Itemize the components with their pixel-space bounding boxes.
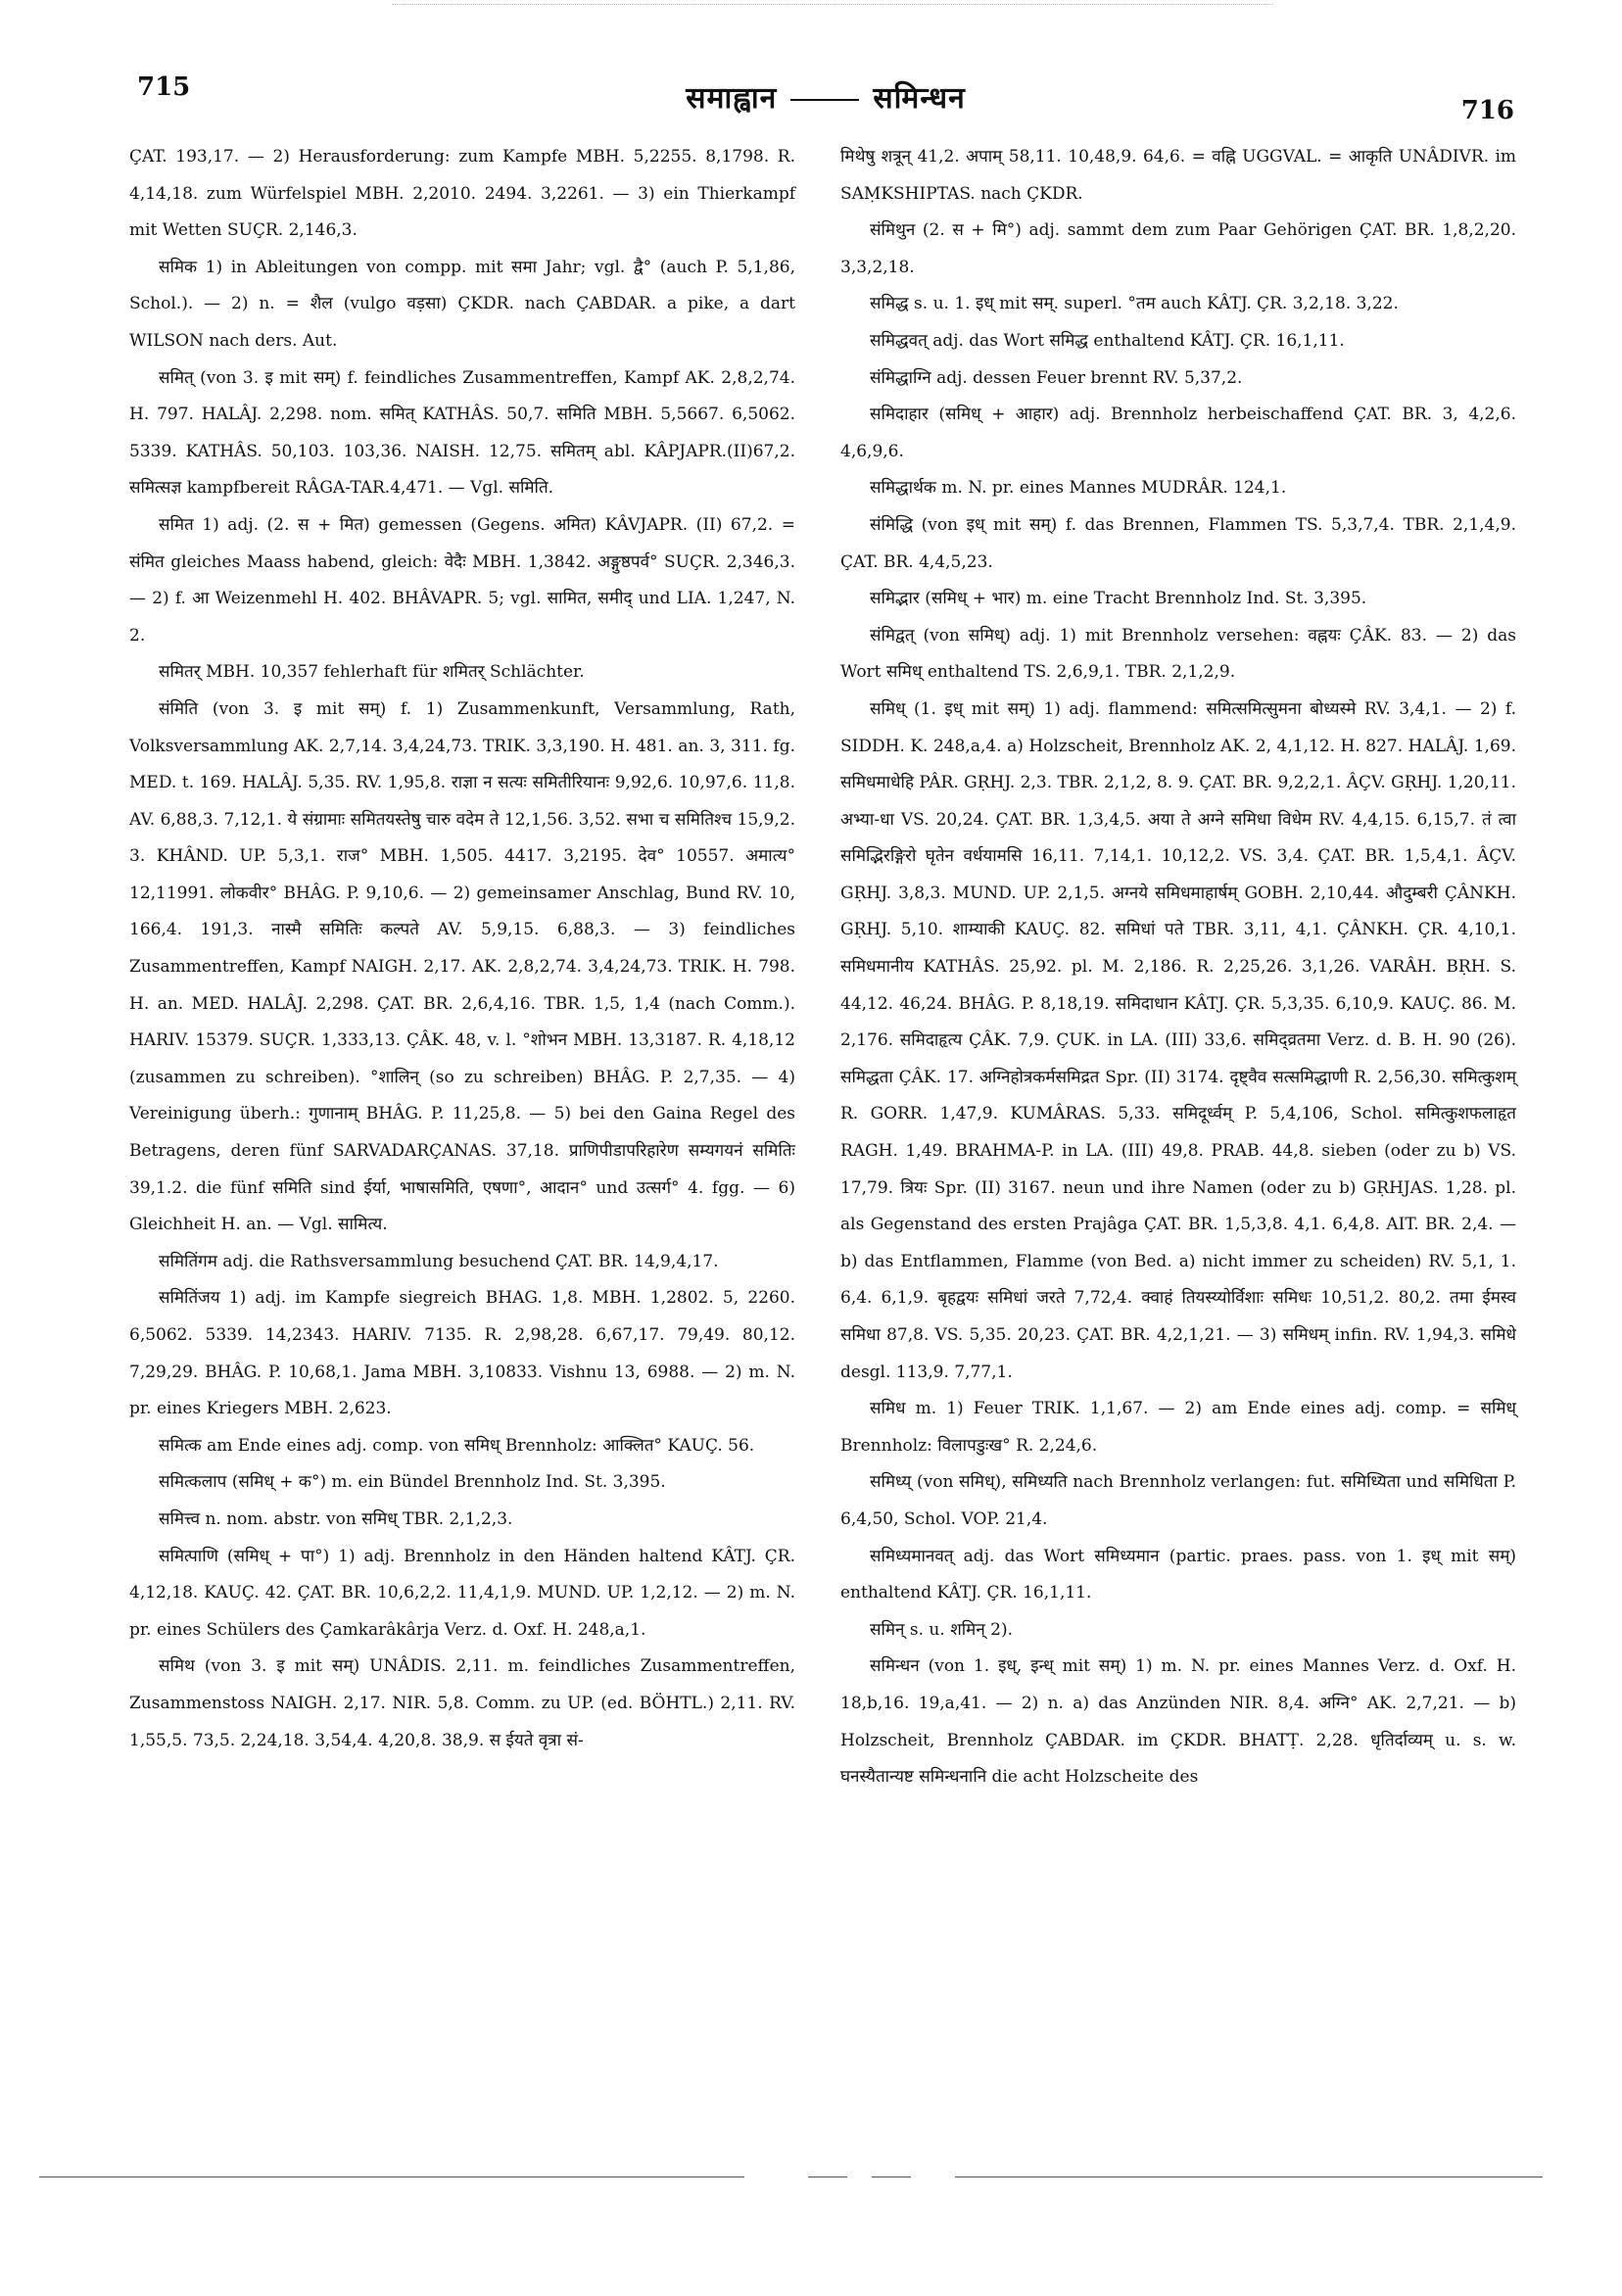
entry-paragraph: समिध्यमानवत् adj. das Wort समिध्यमान (partic. praes. pass. von 1. इध् mit सम्) enthaltend KÂTJ. ÇR. 16,1,11. [840, 1546, 1516, 1603]
entry-paragraph: संमिद्धाग्नि adj. dessen Feuer brennt RV. 5,37,2. [870, 367, 1243, 388]
running-title [127, 76, 1524, 117]
entry-paragraph: समित् (von 3. इ mit सम्) f. feindliches Zusammentreffen, Kampf AK. 2,8,2,74. H. 797. HALÂJ. 2,298. nom. समित् KATHÂS. 50,7. समिति MBH. 5,5667. 6,5062. 5339. KATHÂS. 50,103. 103,36. NAISH. 12,75. समितम् abl. KÂPJAPR.(II)67,2. समित्सज्ञ kampfbereit RÂGA-TAR.4,471. — Vgl. समिति. [129, 367, 795, 499]
entry-paragraph: समिद्धवत् adj. das Wort समिद्ध enthaltend KÂTJ. ÇR. 16,1,11. [870, 330, 1345, 351]
running-title-dash [790, 99, 859, 101]
page-number-right: 716 [1460, 96, 1514, 125]
entry-paragraph: ÇAT. 193,17. — 2) Herausforderung: zum Kampfe MBH. 5,2255. 8,1798. R. 4,14,18. zum Würfelspiel MBH. 2,2010. 2494. 3,2261. — 3) ein Thierkampf mit Wetten SUÇR. 2,146,3. [129, 147, 795, 241]
entry-paragraph: समित्क am Ende eines adj. comp. von समिध् Brennholz: आक्लित° KAUÇ. 56. [159, 1435, 755, 1456]
entry-paragraph: समिन्धन (von 1. इध्, इन्ध् mit सम्) 1) m. N. pr. eines Mannes Verz. d. Oxf. H. 18,b,16. 19,a,41. — 2) n. a) das Anzünden NIR. 8,4. अग्नि° AK. 2,7,21. — b) Holzscheit, Brennholz ÇABDAR. im ÇKDR. BHATṬ. 2,28. धृतिर्दाव्यम् u. s. w. घनस्यैतान्यष्ट समिन्धनानि die acht Holzscheite des [840, 1656, 1516, 1788]
rule-segment [808, 2176, 847, 2177]
entry-paragraph: समिध m. 1) Feuer TRIK. 1,1,67. — 2) am Ende eines adj. comp. = समिध् Brennholz: विलापडुःख° R. 2,24,6. [840, 1399, 1516, 1456]
entry-paragraph: समिध् (1. इध् mit सम्) 1) adj. flammend: समित्समित्सुमना बोध्यस्मे RV. 3,4,1. — 2) f. SIDDH. K. 248,a,4. a) Holzscheit, Brennholz AK. 2, 4,1,12. H. 827. HALÂJ. 1,69. समिधमाधेहि PÂR. GṚHJ. 2,3. TBR. 2,1,2, 8. 9. ÇAT. BR. 9,2,2,1. ÂÇV. GṚHJ. 1,20,11. अभ्या-धा VS. 20,24. ÇAT. BR. 1,3,4,5. अया ते अग्ने समिधा विधेम RV. 4,4,15. 6,15,7. तं त्वा समिद्भिरङ्गिरो घृतेन वर्धयामसि 16,11. 7,14,1. 10,12,2. VS. 3,4. ÇAT. BR. 1,5,4,1. ÂÇV. GṚHJ. 3,8,3. MUND. UP. 2,1,5. अग्नये समिधमाहार्षम् GOBH. 2,10,44. औदुम्बरी ÇÂNKH. GṚHJ. 5,10. शाम्याकी KAUÇ. 82. समिधां पते TBR. 3,11, 4,1. ÇÂNKH. ÇR. 4,10,1. समिधमानीय KATHÂS. 25,92. pl. M. 2,186. R. 2,25,26. 3,1,26. VARÂH. BṚH. S. 44,12. 46,24. BHÂG. P. 8,18,19. समिदाधान KÂTJ. ÇR. 5,3,35. 6,10,9. KAUÇ. 86. M. 2,176. समिदाहृत्य ÇÂK. 7,9. ÇUK. in LA. (III) 33,6. समिद्व्रतमा Verz. d. B. H. 90 (26). समिद्धता ÇÂK. 17. अग्निहोत्रकर्मसमिद्रत Spr. (II) 3174. दृष्ट्वैव सत्समिद्धाणी R. 2,56,30. समित्कुशम् R. GORR. 1,47,9. KUMÂRAS. 5,33. समिदूर्ध्वम् P. 5,4,106, Schol. समित्कुशफलाहृत RAGH. 1,49. BRAHMA-P. in LA. (III) 49,8. PRAB. 44,8. sieben (oder zu b) VS. 17,79. त्रियः Spr. (II) 3167. neun und ihre Namen (oder zu b) GṚHJAS. 1,28. pl. als Gegenstand des ersten Prajâga ÇAT. BR. 1,5,3,8. 4,1. 6,4,8. AIT. BR. 2,4. — b) das Entflammen, Flamme (von Bed. a) nicht immer zu scheiden) RV. 5,1, 1. 6,4. 6,1,9. बृहद्वयः समिधां जरते 7,72,4. क्वाहं तियस्य्योर्विशाः समिधः 10,51,2. 80,2. तमा ईमस्व समिधा 87,8. VS. 5,35. 20,23. ÇAT. BR. 4,2,1,21. — 3) समिधम् infin. RV. 1,94,3. समिधे desgl. 113,9. 7,77,1. [840, 698, 1516, 1382]
entry-paragraph: समिथ (von 3. इ mit सम्) UNÂDIS. 2,11. m. feindliches Zusammentreffen, Zusammenstoss NAIGH. 2,17. NIR. 5,8. Comm. zu UP. (ed. BÖHTL.) 2,11. RV. 1,55,5. 73,5. 2,24,18. 3,54,4. 4,20,8. 38,9. स ईयते वृत्रा सं- [129, 1656, 795, 1750]
entry-paragraph: संमिति (von 3. इ mit सम्) f. 1) Zusammenkunft, Versammlung, Rath, Volksversammlung AK. 2,7,14. 3,4,24,73. TRIK. 3,3,190. H. 481. an. 3, 311. fg. MED. t. 169. HALÂJ. 5,35. RV. 1,95,8. राज्ञा न सत्यः समितीरियानः 9,92,6. 10,97,6. 11,8. AV. 6,88,3. 7,12,1. ये संग्रामाः समितयस्तेषु चारु वदेम ते 12,1,56. 3,52. सभा च समितिश्च 15,9,2. 3. KHÂND. UP. 5,3,1. राज° MBH. 1,505. 4417. 3,2195. देव° 10557. अमात्य° 12,11991. लोकवीर° BHÂG. P. 9,10,6. — 2) gemeinsamer Anschlag, Bund RV. 10, 166,4. 191,3. नास्मै समितिः कल्पते AV. 5,9,15. 6,88,3. — 3) feindliches Zusammentreffen, Kampf NAIGH. 2,17. AK. 2,8,2,74. 3,4,24,73. TRIK. H. 798. H. an. MED. HALÂJ. 2,298. ÇAT. BR. 2,6,4,16. TBR. 1,5, 1,4 (nach Comm.). HARIV. 15379. SUÇR. 1,333,13. ÇÂK. 48, v. l. °शोभन MBH. 13,3187. R. 4,18,12 (zusammen zu schreiben). °शालिन् (so zu schreiben) BHÂG. P. 2,7,35. — 4) Vereinigung überh.: गुणानाम् BHÂG. P. 11,25,8. — 5) bei den Gaina Regel des Betragens, deren fünf SARVADARÇANAS. 37,18. प्राणिपीडापरिहारेण सम्यगयनं समितिः 39,1.2. die fünf समिति sind ईर्या, भाषासमिति, एषणा°, आदान° und उत्सर्ग° 4. fgg. — 6) Gleichheit H. an. — Vgl. सामित्य. [129, 698, 795, 1235]
running-title-right: समिन्धन [873, 81, 966, 116]
left-column [129, 139, 795, 1759]
entry-paragraph: समिन् s. u. शमिन् 2). [870, 1619, 1014, 1640]
running-title-left: समाह्वान [686, 81, 778, 116]
entry-paragraph: समितिंगम adj. die Rathsversammlung besuchend ÇAT. BR. 14,9,4,17. [159, 1251, 719, 1271]
entry-paragraph: संमिथुन (2. स + मि°) adj. sammt dem zum Paar Gehörigen ÇAT. BR. 1,8,2,20. 3,3,2,18. [840, 220, 1516, 277]
entry-paragraph: समिदाहार (समिध् + आहार) adj. Brennholz herbeischaffend ÇAT. BR. 3, 4,2,6. 4,6,9,6. [840, 405, 1516, 461]
entry-paragraph: संमिद्धि (von इध् mit सम्) f. das Brennen, Flammen TS. 5,3,7,4. TBR. 2,1,4,9. ÇAT. BR. 4,4,5,23. [840, 514, 1516, 572]
entry-paragraph: समिद्धार्थक m. N. pr. eines Mannes MUDRÂR. 124,1. [870, 478, 1287, 499]
page-header [127, 69, 1524, 137]
entry-paragraph: समितिंजय 1) adj. im Kampfe siegreich BHAG. 1,8. MBH. 1,2802. 5, 2260. 6,5062. 5339. 14,2343. HARIV. 7135. R. 2,98,28. 6,67,17. 79,49. 80,12. 7,29,29. BHÂG. P. 10,68,1. Jama MBH. 3,10833. Vishnu 13, 6988. — 2) m. N. pr. eines Kriegers MBH. 2,623. [129, 1288, 795, 1419]
entry-paragraph: समित्कलाप (समिध् + क°) m. ein Bündel Brennholz Ind. St. 3,395. [159, 1472, 666, 1493]
entry-paragraph: समित्त्व n. nom. abstr. von समिध् TBR. 2,1,2,3. [159, 1508, 513, 1529]
entry-paragraph: समिध्य् (von समिध्), समिध्यति nach Brennholz verlangen: fut. समिध्यिता und समिधिता P. 6,4,50, Schol. VOP. 21,4. [840, 1472, 1516, 1529]
entry-paragraph: समिद्ध s. u. 1. इध् mit सम्. superl. °तम auch KÂTJ. ÇR. 3,2,18. 3,22. [870, 294, 1399, 314]
entry-paragraph: समित्पाणि (समिध् + पा°) 1) adj. Brennholz in den Händen haltend KÂTJ. ÇR. 4,12,18. KAUÇ. 42. ÇAT. BR. 10,6,2,2. 11,4,1,9. MUND. UP. 1,2,12. — 2) m. N. pr. eines Schülers des Çamkarâkârja Verz. d. Oxf. H. 248,a,1. [129, 1546, 795, 1640]
rule-segment [872, 2176, 911, 2177]
bottom-rule [39, 2176, 1583, 2195]
entry-paragraph: समित 1) adj. (2. स + मित) gemessen (Gegens. अमित) KÂVJAPR. (II) 67,2. = संमित gleiches Maass habend, gleich: वेदैः MBH. 1,3842. अङ्गुष्ठपर्व° SUÇR. 2,346,3. — 2) f. आ Weizenmehl H. 402. BHÂVAPR. 5; vgl. सामित, समीद् und LIA. 1,247, N. 2. [129, 514, 795, 646]
right-column [840, 139, 1516, 1796]
entry-paragraph: मिथेषु शत्रून् 41,2. अपाम् 58,11. 10,48,9. 64,6. = वह्नि UGGVAL. = आकृति UNÂDIVR. im SAṂKSHIPTAS. nach ÇKDR. [840, 147, 1516, 204]
entry-paragraph: संमिद्वत् (von समिध्) adj. 1) mit Brennholz versehen: वह्नयः ÇÂK. 83. — 2) das Wort समिध् enthaltend TS. 2,6,9,1. TBR. 2,1,2,9. [840, 625, 1516, 683]
scan-artifact-line [392, 4, 1273, 5]
entry-paragraph: समितर् MBH. 10,357 fehlerhaft für शमितर् Schlächter. [159, 662, 585, 683]
entry-paragraph: समिक 1) in Ableitungen von compp. mit समा Jahr; vgl. द्वै° (auch P. 5,1,86, Schol.). — 2) n. = शैल (vulgo वड़सा) ÇKDR. nach ÇABDAR. a pike, a dart WILSON nach ders. Aut. [129, 257, 795, 351]
rule-segment [955, 2176, 1543, 2177]
entry-paragraph: समिद्भार (समिध् + भार) m. eine Tracht Brennholz Ind. St. 3,395. [870, 589, 1367, 609]
page-number-left: 715 [137, 72, 191, 102]
rule-segment [39, 2176, 744, 2177]
